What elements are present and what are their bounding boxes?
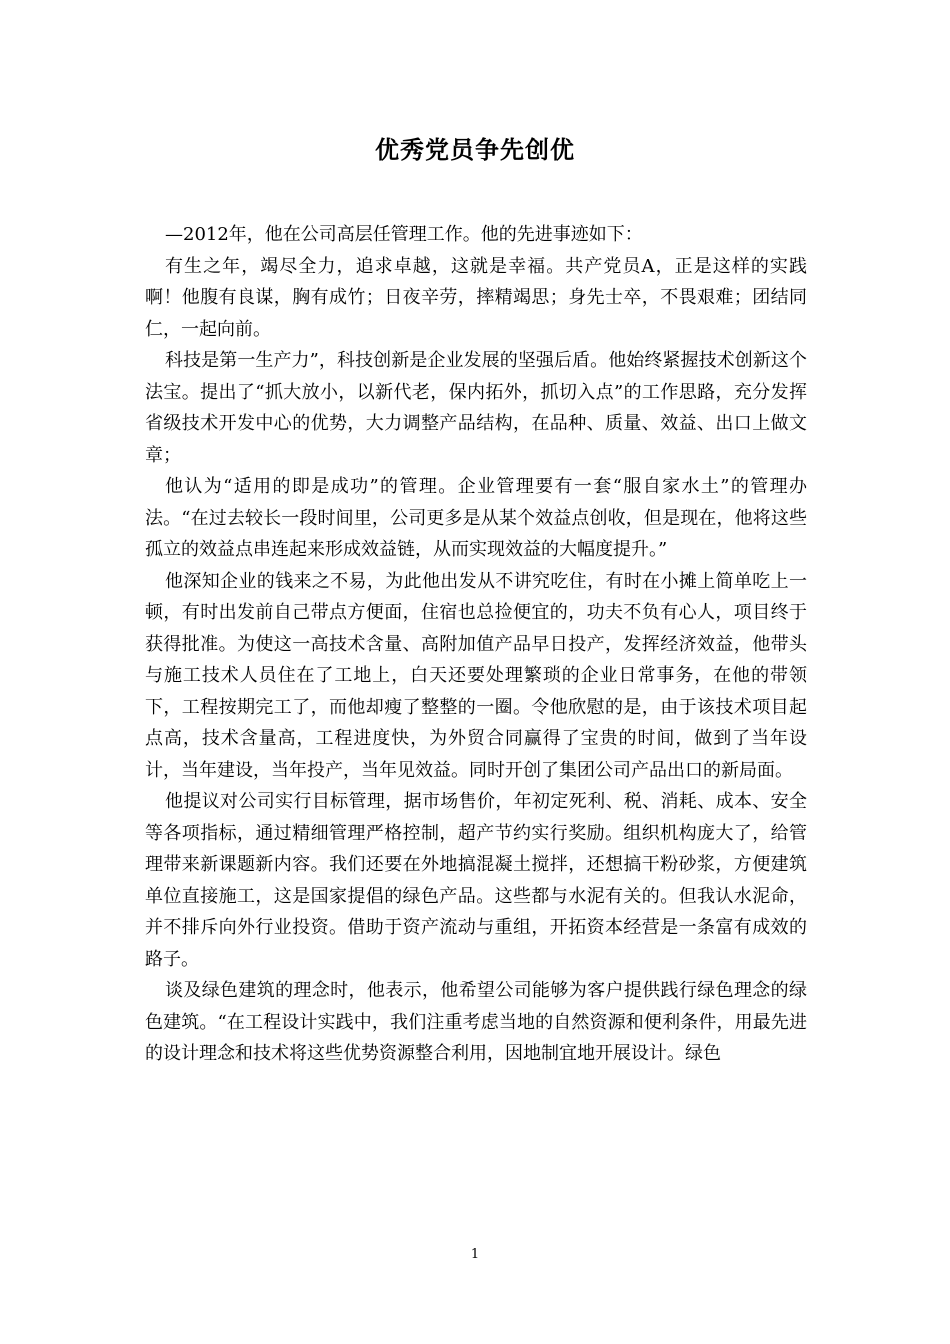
document-title: 优秀党员争先创优 bbox=[375, 135, 575, 164]
document-body bbox=[145, 219, 807, 1070]
paragraph-4: 他认为“适用的即是成功”的管理。企业管理要有一套“服自家水土”的管理办法。“在过去较长一段时间里，公司更多是从某个效益点创收，但是现在，他将这些孤立的效益点串连起来形成效益链，从而实现效益的大幅度提升。” bbox=[145, 476, 807, 560]
paragraph-5: 他深知企业的钱来之不易，为此他出发从不讲究吃住，有时在小摊上简单吃上一顿，有时出发前自己带点方便面，住宿也总捡便宜的，功夫不负有心人，项目终于获得批准。为使这一高技术含量、高附加值产品早日投产，发挥经济效益，他带头与施工技术人员住在了工地上，白天还要处理繁琐的企业日常事务，在他的带领下，工程按期完工了，而他却瘦了整整的一圈。令他欣慰的是，由于该技术项目起点高，技术含量高，工程进度快，为外贸合同赢得了宝贵的时间，做到了当年设计，当年建设，当年投产，当年见效益。同时开创了集团公司产品出口的新局面。 bbox=[145, 570, 807, 781]
paragraph-1: —2012年，他在公司高层任管理工作。他的先进事迹如下： bbox=[165, 224, 643, 245]
paragraph-6: 他提议对公司实行目标管理，据市场售价，年初定死利、税、消耗、成本、安全等各项指标，通过精细管理严格控制，超产节约实行奖励。组织机构庞大了，给管理带来新课题新内容。我们还要在外地搞混凝土搅拌，还想搞干粉砂浆，方便建筑单位直接施工，这是国家提倡的绿色产品。这些都与水泥有关的。但我认水泥命，并不排斥向外行业投资。借助于资产流动与重组，开拓资本经营是一条富有成效的路子。 bbox=[145, 791, 807, 970]
paragraph-7: 谈及绿色建筑的理念时，他表示，他希望公司能够为客户提供践行绿色理念的绿色建筑。“在工程设计实践中，我们注重考虑当地的自然资源和便利条件，用最先进的设计理念和技术将这些优势资源整合利用，因地制宜地开展设计。绿色 bbox=[145, 980, 807, 1064]
paragraph-3: 科技是第一生产力”，科技创新是企业发展的坚强后盾。他始终紧握技术创新这个法宝。提出了“抓大放小，以新代老，保内拓外，抓切入点”的工作思路，充分发挥省级技术开发中心的优势，大力调整产品结构，在品种、质量、效益、出口上做文章； bbox=[145, 350, 807, 466]
paragraph-2: 有生之年，竭尽全力，追求卓越，这就是幸福。共产党员A，正是这样的实践啊！他腹有良谋，胸有成竹；日夜辛劳，摔精竭思；身先士卒，不畏艰难；团结同仁，一起向前。 bbox=[145, 255, 807, 340]
page-number: 1 bbox=[470, 1247, 480, 1262]
